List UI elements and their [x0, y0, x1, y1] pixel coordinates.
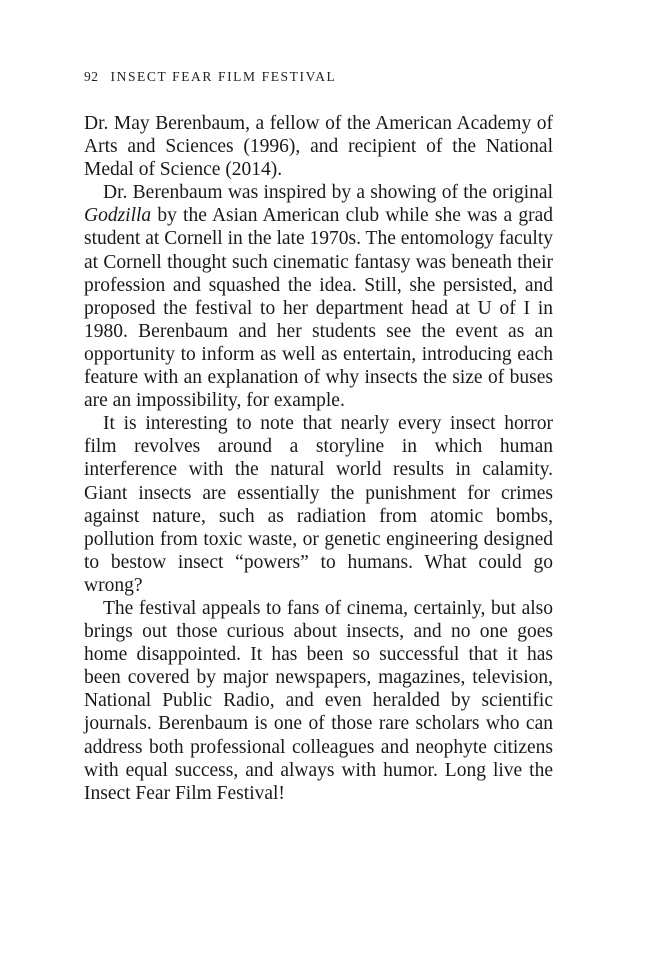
film-title-italic: Godzilla	[84, 205, 152, 227]
paragraph	[84, 181, 553, 412]
running-title: INSECT FEAR FILM FESTIVAL	[110, 69, 337, 84]
paragraph: Dr. May Berenbaum, a fellow of the American Academy of Arts and Sciences (1996), and recipient of the National Medal of Science (2014).	[84, 113, 553, 181]
paragraph: The festival appeals to fans of cinema, certainly, but also brings out those curious about insects, and no one goes home disappointed. It has been so successful that it has been covered by major newspapers, magazines, television, National Public Radio, and even heralded by scientific journals. Berenbaum is one of those rare scholars who can address both professional colleagues and neophyte citizens with equal success, and always with humor. Long live the Insect Fear Film Festival!	[84, 597, 553, 804]
running-header	[84, 69, 336, 85]
paragraph: It is interesting to note that nearly every insect horror film revolves around a storyline in which human interference with the natural world results in calamity. Giant insects are essentially the punishment for crimes against nature, such as radiation from atomic bombs, pollution from toxic waste, or genetic engineering designed to bestow insect “powers” to humans. What could go wrong?	[84, 413, 553, 596]
body-text	[84, 112, 553, 805]
paragraph-text: Dr. Berenbaum was inspired by a showing of the original	[103, 182, 553, 204]
page-number: 92	[84, 69, 99, 84]
paragraph-text: by the Asian American club while she was a grad student at Cornell in the late 1970s. The entomology faculty at Cornell thought such cinematic fantasy was beneath their profession and squashed the idea. Still, she persisted, and proposed the festival to her department head at U of I in 1980. Berenbaum and her students see the event as an opportunity to inform as well as entertain, introducing each feature with an explanation of why insects the size of buses are an impossibility, for example.	[84, 205, 553, 412]
